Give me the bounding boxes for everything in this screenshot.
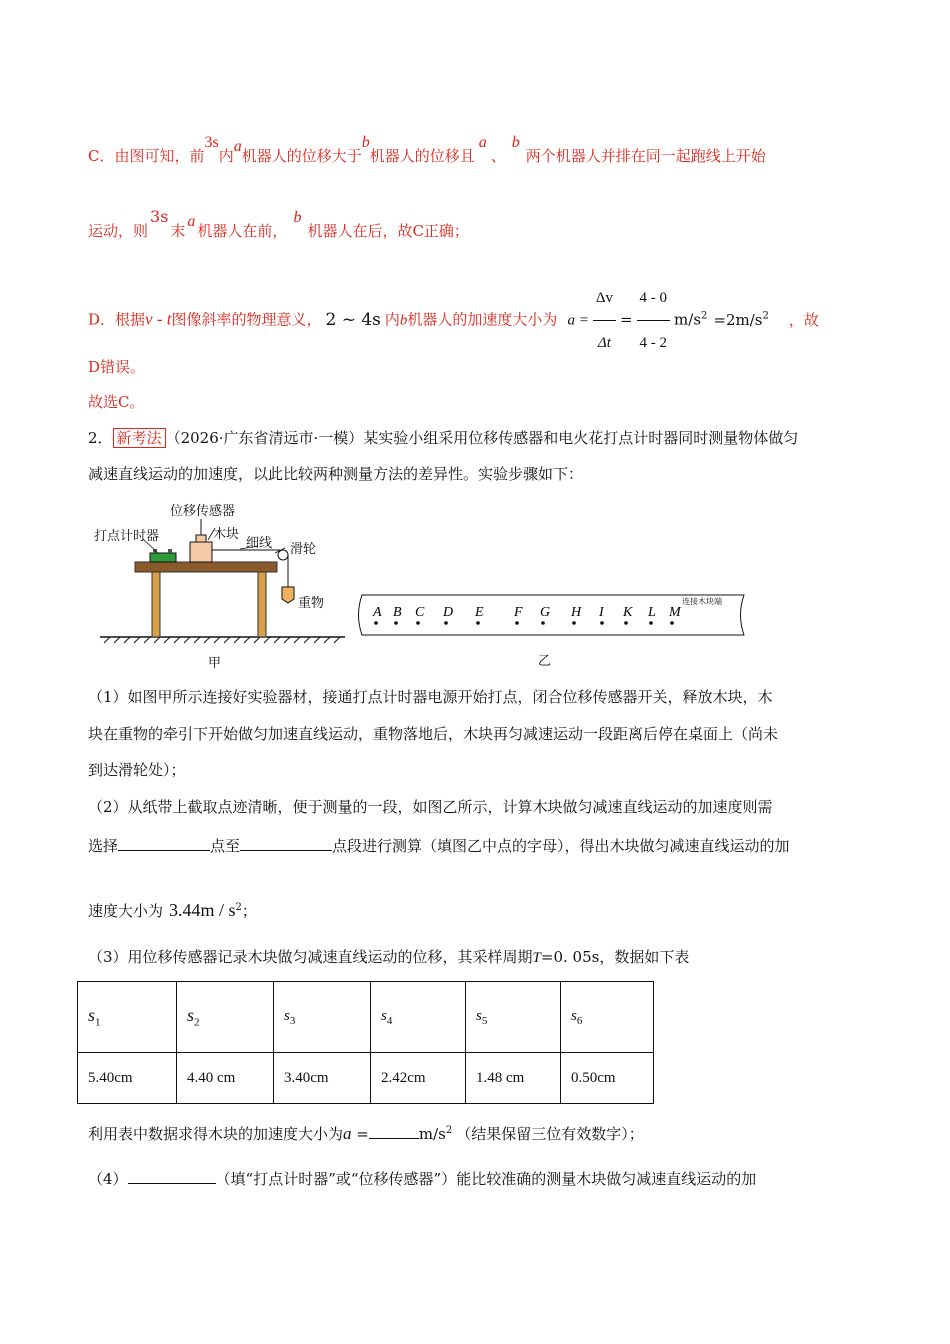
header-s3: $s_3$: [274, 982, 371, 1053]
unit: m/s: [418, 1125, 446, 1143]
tape-note: 连接木块端: [682, 597, 722, 606]
tape-dot: [624, 621, 628, 625]
unit: m/s: [674, 310, 702, 329]
text: 末: [170, 222, 186, 240]
label-sensor: 位移传感器: [170, 504, 236, 519]
value-s3: 3.40cm: [274, 1053, 371, 1104]
text: 机器人在后，故C正确；: [307, 222, 469, 240]
text: 机器人的位移且: [369, 147, 475, 165]
caption-b: 乙: [538, 654, 552, 669]
value-s2: 4.40 cm: [177, 1053, 274, 1104]
var-a: a: [343, 1124, 352, 1143]
denominator: 4 - 2: [639, 335, 668, 351]
value-s6: 0.50cm: [561, 1053, 654, 1104]
solution-answer: 故选C。: [88, 393, 145, 411]
var-T: T: [532, 950, 541, 966]
tape-dot: [444, 621, 448, 625]
tape-point-label: C: [415, 605, 425, 620]
value-s4: 2.42cm: [371, 1053, 466, 1104]
text: 利用表中数据求得木块的加速度大小为: [88, 1125, 344, 1143]
text: 运动，则: [88, 222, 149, 240]
table-leg-right: [258, 572, 266, 637]
var-b: b: [293, 209, 302, 226]
tape-point-label: K: [623, 605, 633, 620]
blank-instrument[interactable]: [128, 1167, 216, 1184]
tape-point-label: L: [648, 605, 656, 620]
text: 机器人的加速度大小为: [407, 310, 558, 329]
text: 图像斜率的物理意义，: [171, 310, 322, 329]
text: =: [619, 310, 633, 329]
text: （3）用位移传感器记录木块做匀减速直线运动的位移，其采样周期: [88, 948, 533, 966]
step-2-line-2: [88, 834, 790, 857]
text: （2026·广东省清远市·一模）某实验小组采用位移传感器和电火花打点计时器同时测量物体做匀: [165, 429, 799, 447]
text: ；: [241, 902, 257, 920]
figure-apparatus: [90, 495, 360, 675]
text: 机器人在前，: [197, 222, 288, 240]
tape-dot: [600, 621, 604, 625]
value-s5: 1.48 cm: [466, 1053, 561, 1104]
text: 、: [490, 147, 506, 165]
table-header-row: [78, 982, 654, 1053]
numerator: 4 - 0: [637, 276, 671, 321]
time-3s: 3s: [150, 207, 169, 226]
tape-dot: [416, 621, 420, 625]
tape-point-label: F: [514, 605, 523, 620]
text: 内: [384, 310, 400, 329]
weight: [282, 587, 294, 603]
exponent: 2: [762, 310, 769, 322]
step-4: [88, 1167, 756, 1190]
label-timer: 打点计时器: [94, 529, 160, 544]
timer: [150, 553, 176, 562]
result: =2m/s: [713, 310, 763, 329]
text: 机器人的位移大于: [241, 147, 362, 165]
text: 内: [218, 147, 234, 165]
caption-a: 甲: [208, 656, 222, 671]
text: 选择: [88, 837, 119, 855]
var-a: a: [233, 138, 242, 155]
var-a: a: [187, 213, 196, 230]
var-b: b: [511, 134, 520, 151]
value-s1: 5.40cm: [78, 1053, 177, 1104]
tape-point-label: E: [475, 605, 484, 620]
text: D．根据: [88, 310, 146, 329]
tape-dot: [476, 621, 480, 625]
step-1-line-3: 到达滑轮处）；: [88, 761, 186, 779]
pulley: [278, 550, 288, 560]
blank-end-point[interactable]: [240, 834, 332, 851]
solution-d-line-2: D错误。: [88, 358, 146, 376]
fraction-dv-dt: [593, 276, 616, 365]
tape-point-label: M: [669, 605, 681, 620]
tape-dot: [649, 621, 653, 625]
numerator: Δv: [593, 276, 616, 321]
sensor: [196, 535, 206, 542]
tape-dot: [394, 621, 398, 625]
exponent: 2: [445, 1125, 453, 1136]
tape-point-label: A: [373, 605, 382, 620]
tape-point-label: B: [393, 605, 402, 620]
label-block: 木块: [213, 527, 240, 542]
displacement-table: [77, 981, 654, 1104]
v-t-graph: v - t: [145, 309, 172, 329]
tape-point-label: D: [443, 605, 454, 620]
step-3: [88, 946, 689, 969]
step-2-line-3: [88, 897, 257, 922]
label-weight: 重物: [298, 596, 325, 611]
formula-lhs: a =: [567, 312, 589, 329]
tape-dot: [572, 621, 576, 625]
tape-point-label: H: [571, 605, 582, 620]
tape-point-label: I: [599, 605, 604, 620]
text: ，故: [788, 310, 819, 329]
text: （结果保留三位有效数字）；: [456, 1125, 644, 1143]
text: =: [351, 1125, 369, 1143]
question-2-intro-2: 减速直线运动的加速度，以此比较两种测量方法的差异性。实验步骤如下：: [88, 465, 584, 483]
given-acceleration: 3.44m / s: [169, 900, 236, 920]
solution-c-line-1: [88, 134, 766, 168]
tape-dot: [541, 621, 545, 625]
text: （4）: [88, 1170, 128, 1188]
tape-dot: [670, 621, 674, 625]
solution-c-line-2: [88, 207, 469, 243]
question-2-intro-1: [88, 427, 798, 449]
step-1-line-1: （1）如图甲所示连接好实验器材，接通打点计时器电源开始打点，闭合位移传感器开关，释放木块，木: [88, 688, 773, 706]
step-2-line-1: （2）从纸带上截取点迹清晰，便于测量的一段，如图乙所示，计算木块做匀减速直线运动的加速度则需: [88, 798, 773, 816]
header-s5: $s_5$: [466, 982, 561, 1053]
text: 两个机器人并排在同一起跑线上开始: [525, 147, 766, 165]
blank-start-point[interactable]: [118, 834, 210, 851]
solution-d-line: [88, 276, 819, 365]
fraction-values: [637, 276, 671, 365]
text: 速度大小为: [88, 902, 164, 920]
time-3s: 3s: [204, 134, 219, 151]
time-range: 2 ~ 4s: [325, 309, 381, 330]
label-string: 细线: [246, 536, 273, 551]
new-method-tag: 新考法: [113, 428, 166, 448]
var-b: b: [361, 134, 370, 151]
blank-acceleration[interactable]: [369, 1122, 419, 1139]
tape-point-label: G: [540, 605, 551, 620]
var-b: b: [399, 312, 408, 329]
wood-block: [190, 542, 212, 562]
exponent: 2: [701, 310, 708, 322]
text: 点至: [210, 837, 241, 855]
exponent: 2: [235, 902, 242, 913]
tape-dot: [374, 621, 378, 625]
figure-tape: [352, 590, 747, 670]
question-number: 2．: [88, 429, 113, 447]
label-pulley: 滑轮: [290, 542, 317, 557]
text: （填“打点计时器”或“位移传感器”）能比较准确的测量木块做匀减速直线运动的加: [215, 1170, 757, 1188]
header-s1: $s_1$: [78, 982, 177, 1053]
table-leg-left: [152, 572, 160, 637]
table-top: [135, 562, 277, 572]
text: C．由图可知，前: [88, 147, 205, 165]
text: =0. 05s，数据如下表: [540, 948, 690, 966]
denominator: Δt: [597, 335, 611, 351]
text: 点段进行测算（填图乙中点的字母），得出木块做匀减速直线运动的加: [332, 837, 790, 855]
step-3-result: [88, 1120, 644, 1145]
tape-dot: [515, 621, 519, 625]
header-s6: $s_6$: [561, 982, 654, 1053]
header-s4: $s_4$: [371, 982, 466, 1053]
step-1-line-2: 块在重物的牵引下开始做匀加速直线运动，重物落地后，木块再匀减速运动一段距离后停在桌面上（尚未: [88, 725, 779, 743]
table-values-row: [78, 1053, 654, 1104]
var-a: a: [478, 134, 487, 151]
header-s2: $s_2$: [177, 982, 274, 1053]
